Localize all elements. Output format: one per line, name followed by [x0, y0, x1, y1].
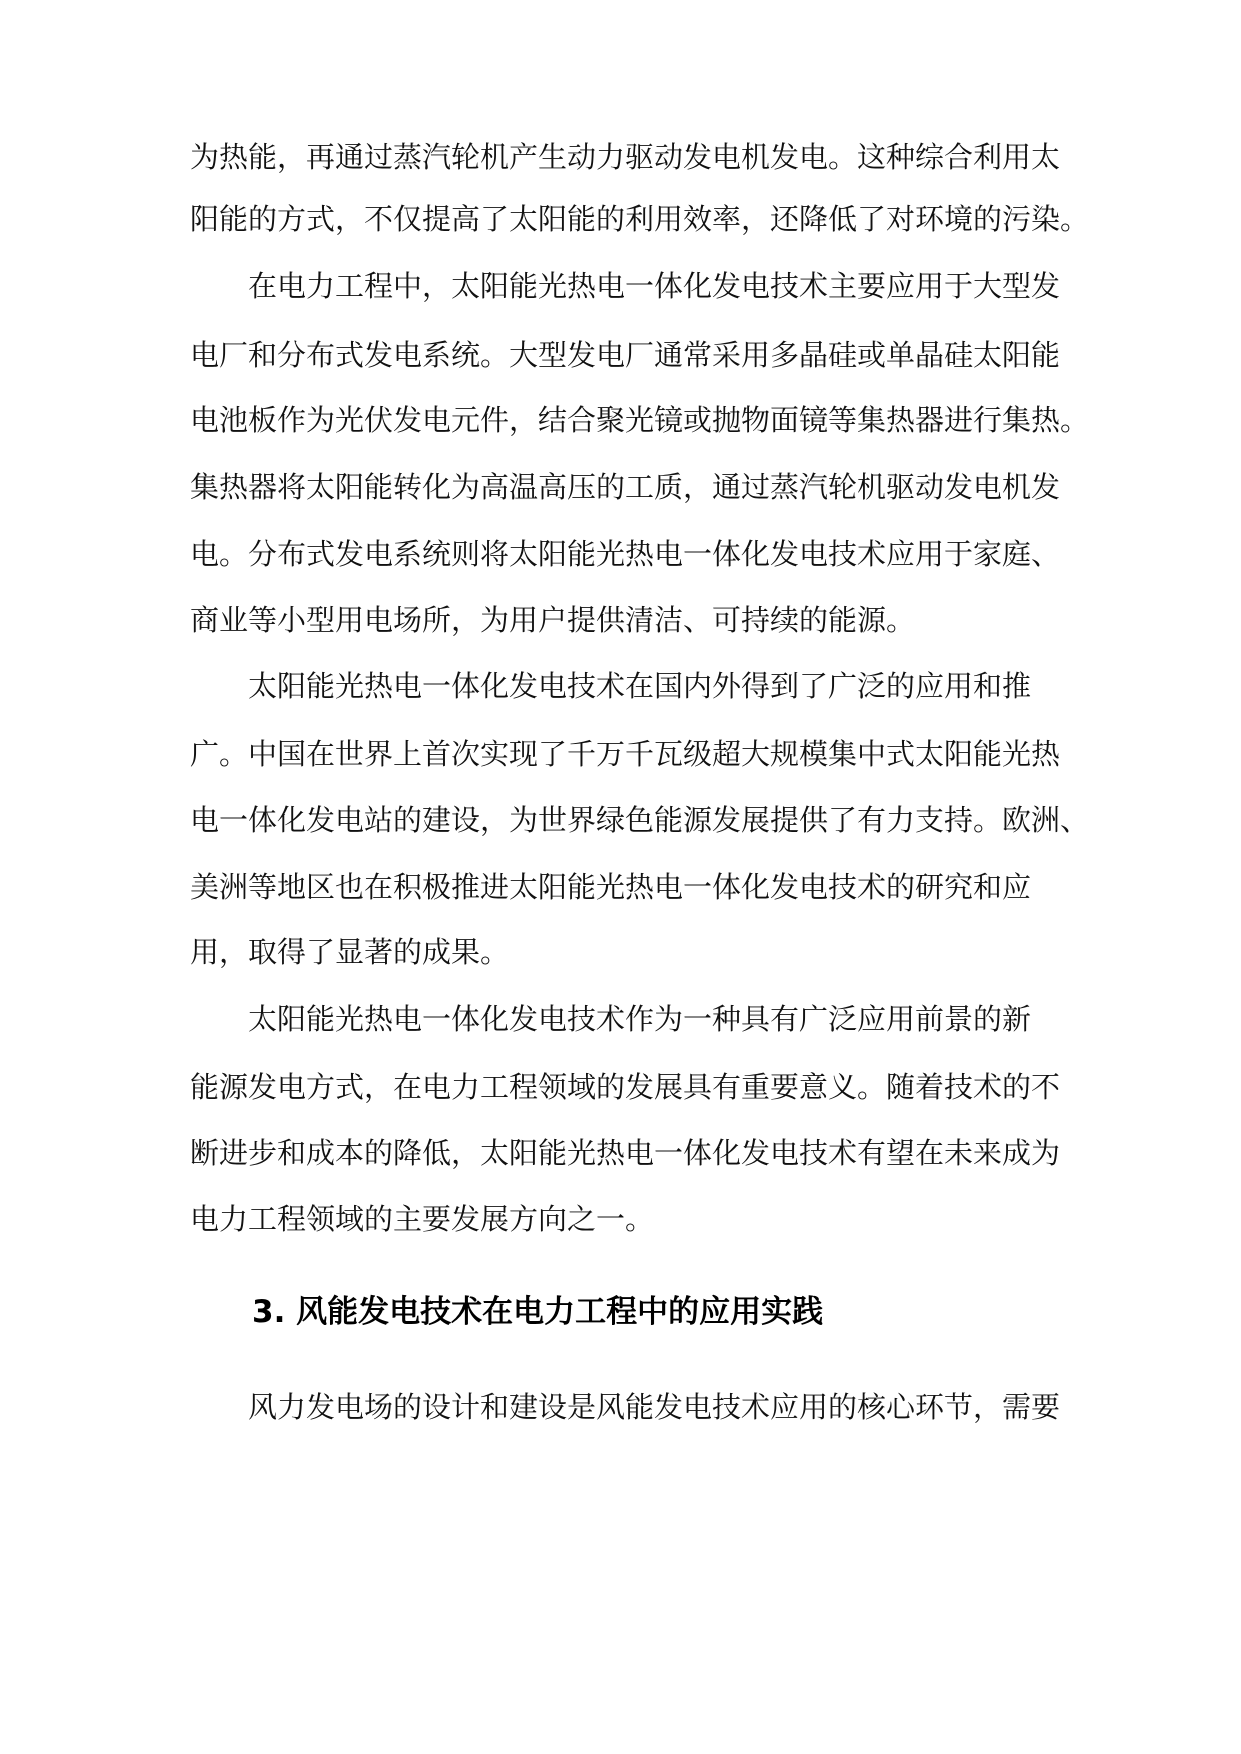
- text-line: 集热器将太阳能转化为高温高压的工质，通过蒸汽轮机驱动发电机发: [190, 470, 1061, 504]
- paragraph-first-line: 在电力工程中，太阳能光热电一体化发电技术主要应用于大型发: [248, 269, 1061, 303]
- text-line: 电厂和分布式发电系统。大型发电厂通常采用多晶硅或单晶硅太阳能: [190, 338, 1061, 372]
- text-line: 电。分布式发电系统则将太阳能光热电一体化发电技术应用于家庭、: [190, 537, 1061, 571]
- text-line: 电池板作为光伏发电元件，结合聚光镜或抛物面镜等集热器进行集热。: [190, 403, 1090, 437]
- paragraph-first-line: 太阳能光热电一体化发电技术在国内外得到了广泛的应用和推: [248, 669, 1032, 703]
- text-line: 能源发电方式，在电力工程领域的发展具有重要意义。随着技术的不: [190, 1070, 1061, 1104]
- section-heading: 3. 风能发电技术在电力工程中的应用实践: [252, 1294, 824, 1330]
- text-line: 商业等小型用电场所，为用户提供清洁、可持续的能源。: [190, 603, 916, 637]
- text-line: 阳能的方式，不仅提高了太阳能的利用效率，还降低了对环境的污染。: [190, 202, 1090, 236]
- text-line: 广。中国在世界上首次实现了千万千瓦级超大规模集中式太阳能光热: [190, 737, 1061, 771]
- text-line: 用，取得了显著的成果。: [190, 935, 510, 969]
- text-line: 为热能，再通过蒸汽轮机产生动力驱动发电机发电。这种综合利用太: [190, 140, 1061, 174]
- text-line: 美洲等地区也在积极推进太阳能光热电一体化发电技术的研究和应: [190, 870, 1032, 904]
- text-line: 电一体化发电站的建设，为世界绿色能源发展提供了有力支持。欧洲、: [190, 803, 1090, 837]
- text-line: 断进步和成本的降低，太阳能光热电一体化发电技术有望在未来成为: [190, 1136, 1061, 1170]
- paragraph-first-line: 太阳能光热电一体化发电技术作为一种具有广泛应用前景的新: [248, 1002, 1032, 1036]
- text-line: 电力工程领域的主要发展方向之一。: [190, 1202, 655, 1236]
- paragraph-first-line: 风力发电场的设计和建设是风能发电技术应用的核心环节，需要: [248, 1390, 1061, 1424]
